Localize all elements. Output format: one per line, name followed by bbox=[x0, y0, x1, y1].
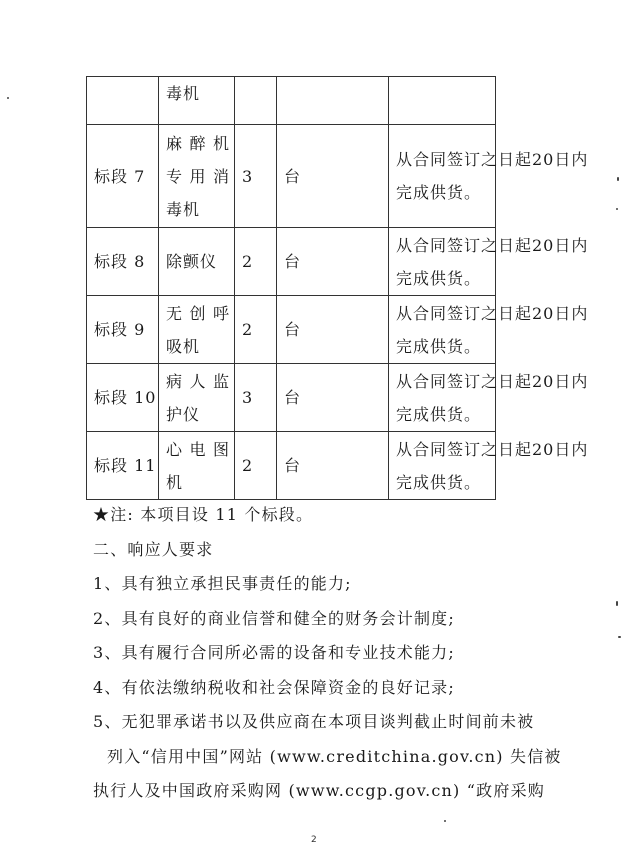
item-name-cell bbox=[159, 125, 235, 228]
item-name-line: 专用消 bbox=[166, 166, 230, 186]
requirement-item: 4、有依法缴纳税收和社会保障资金的良好记录; bbox=[93, 677, 455, 697]
item-name-cell bbox=[159, 77, 235, 125]
table-note: ★注: 本项目设 11 个标段。 bbox=[93, 505, 314, 524]
delivery-time-line: 从合同签订之日起20日内 bbox=[396, 371, 589, 391]
segment-cell: 标段 8 bbox=[87, 228, 159, 296]
table-row bbox=[87, 296, 496, 364]
delivery-time-line: 完成供货。 bbox=[396, 472, 482, 492]
segment-cell: 标段 7 bbox=[87, 125, 159, 228]
item-name-line: 病人监 bbox=[166, 371, 230, 391]
page-number: 2 bbox=[311, 835, 317, 845]
item-name-cell bbox=[159, 364, 235, 432]
item-name-line: 除颤仪 bbox=[166, 252, 218, 271]
scan-speck bbox=[617, 177, 619, 181]
unit-cell: 台 bbox=[277, 296, 389, 364]
delivery-time-cell bbox=[389, 364, 589, 432]
segment-cell bbox=[87, 77, 159, 125]
requirement-item: 5、无犯罪承诺书以及供应商在本项目谈判截止时间前未被 bbox=[93, 712, 535, 731]
unit-cell: 台 bbox=[277, 364, 389, 432]
delivery-time-cell bbox=[389, 125, 589, 228]
quantity-cell bbox=[235, 77, 277, 125]
delivery-time-line: 从合同签订之日起20日内 bbox=[396, 150, 589, 169]
bid-segments-table bbox=[86, 76, 589, 500]
requirement-item: 执行人及中国政府采购网 (www.ccgp.gov.cn) “政府采购 bbox=[93, 781, 545, 800]
delivery-time-line: 完成供货。 bbox=[396, 336, 482, 356]
quantity-cell: 2 bbox=[235, 296, 277, 364]
unit-cell bbox=[277, 77, 389, 125]
table-row bbox=[87, 125, 496, 228]
item-name-cell bbox=[159, 432, 235, 500]
item-name-line: 机 bbox=[166, 472, 184, 492]
table-row bbox=[87, 432, 496, 500]
quantity-cell: 2 bbox=[235, 432, 277, 500]
scan-speck bbox=[444, 820, 446, 822]
table-row bbox=[87, 228, 496, 296]
delivery-time-line: 完成供货。 bbox=[396, 183, 482, 202]
item-name-line: 毒机 bbox=[166, 199, 201, 219]
delivery-time-cell bbox=[389, 228, 589, 296]
unit-cell: 台 bbox=[277, 125, 389, 228]
item-name-line: 毒机 bbox=[166, 84, 201, 103]
delivery-time-line: 从合同签订之日起20日内 bbox=[396, 303, 589, 323]
quantity-cell: 2 bbox=[235, 228, 277, 296]
item-name-line: 无创呼 bbox=[166, 303, 230, 323]
delivery-time-line: 完成供货。 bbox=[396, 404, 482, 424]
item-name-cell bbox=[159, 296, 235, 364]
table-row bbox=[87, 77, 496, 125]
item-name-line: 心电图 bbox=[166, 439, 230, 459]
body-text bbox=[93, 498, 562, 809]
item-name-line: 麻醉机 bbox=[166, 133, 230, 153]
quantity-cell: 3 bbox=[235, 125, 277, 228]
requirement-item: 2、具有良好的商业信誉和健全的财务会计制度; bbox=[93, 608, 455, 628]
requirement-item: 1、具有独立承担民事责任的能力; bbox=[93, 574, 352, 593]
segment-cell: 标段 11 bbox=[87, 432, 159, 500]
unit-cell: 台 bbox=[277, 432, 389, 500]
item-name-line: 护仪 bbox=[166, 404, 201, 424]
segment-cell: 标段 10 bbox=[87, 364, 159, 432]
scan-speck bbox=[618, 636, 621, 638]
table-row bbox=[87, 364, 496, 432]
delivery-time-line: 从合同签订之日起20日内 bbox=[396, 439, 589, 459]
section-title: 二、响应人要求 bbox=[93, 539, 214, 559]
unit-cell: 台 bbox=[277, 228, 389, 296]
segment-cell: 标段 9 bbox=[87, 296, 159, 364]
delivery-time-cell bbox=[389, 77, 496, 125]
delivery-time-line: 从合同签订之日起20日内 bbox=[396, 235, 589, 255]
requirement-item: 3、具有履行合同所必需的设备和专业技术能力; bbox=[93, 643, 455, 662]
requirement-item: 列入“信用中国”网站 (www.creditchina.gov.cn) 失信被 bbox=[107, 746, 562, 766]
item-name-line: 吸机 bbox=[166, 336, 201, 356]
delivery-time-line: 完成供货。 bbox=[396, 268, 482, 288]
delivery-time-cell bbox=[389, 296, 589, 364]
item-name-cell bbox=[159, 228, 235, 296]
delivery-time-cell bbox=[389, 432, 589, 500]
scan-speck bbox=[616, 601, 618, 606]
quantity-cell: 3 bbox=[235, 364, 277, 432]
scan-speck bbox=[7, 97, 9, 99]
scan-speck bbox=[616, 208, 618, 210]
